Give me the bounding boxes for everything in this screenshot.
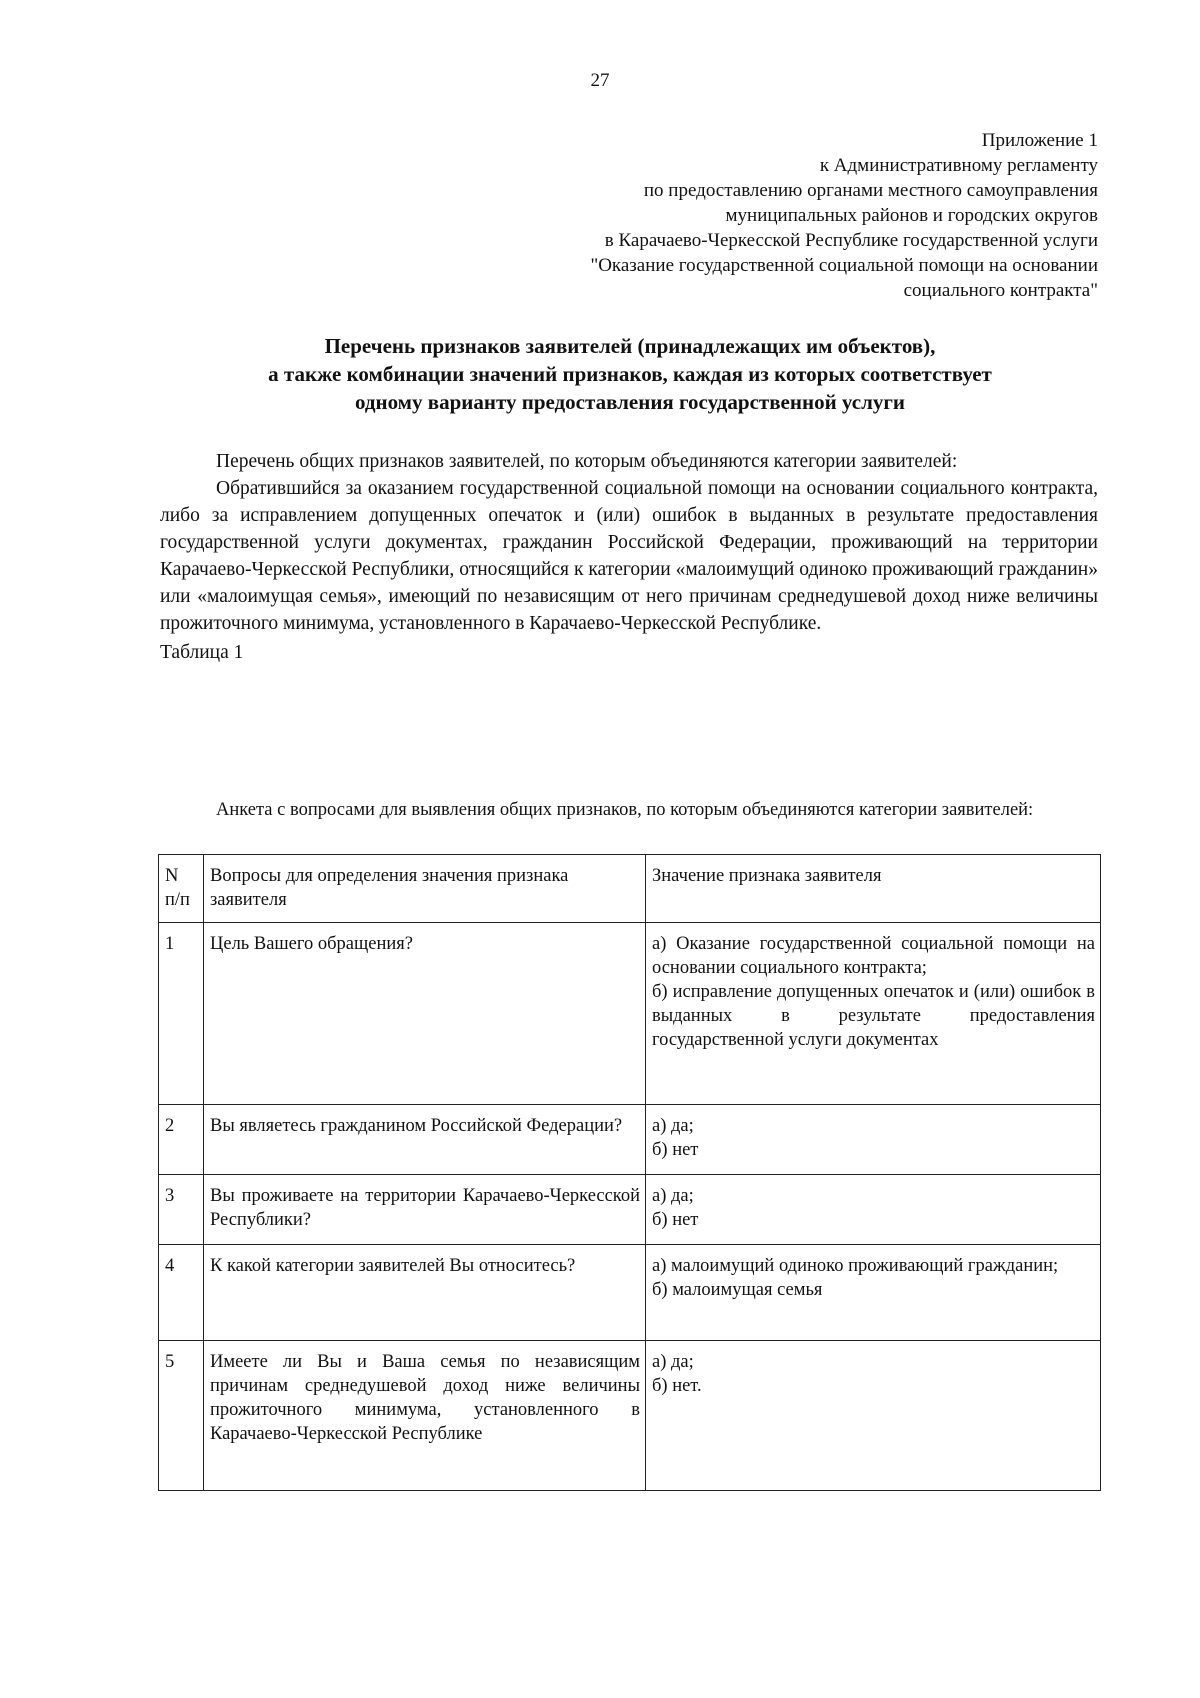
value-option: а) малоимущий одиноко проживающий гражданин;	[652, 1256, 1059, 1276]
row-question: Вы проживаете на территории Карачаево-Черкесской Республики?	[204, 1175, 646, 1245]
row-values	[646, 923, 1101, 1105]
annex-line: Приложение 1	[981, 130, 1098, 151]
table-row	[159, 1105, 1101, 1175]
value-option: а) Оказание государственной социальной помощи на основании социального контракта;	[652, 934, 1095, 978]
header-value: Значение признака заявителя	[646, 855, 1101, 923]
value-option: а) да;	[652, 1186, 694, 1206]
row-number: 3	[159, 1175, 204, 1245]
row-number: 4	[159, 1245, 204, 1341]
annex-line: "Оказание государственной социальной помощи на основании	[590, 255, 1098, 276]
title-line: одному варианту предоставления государственной услуги	[354, 390, 906, 414]
paragraph-general-features: Перечень общих признаков заявителей, по которым объединяются категории заявителей:	[216, 451, 958, 472]
value-option: б) нет	[652, 1140, 699, 1160]
value-option: б) исправление допущенных опечаток и (или) ошибок в выданных в результате предоставления государственной услуги документах	[652, 982, 1095, 1050]
row-number: 1	[159, 923, 204, 1105]
annex-line: муниципальных районов и городских округов	[725, 205, 1098, 226]
paragraph-applicant-description: Обратившийся за оказанием государственной социальной помощи на основании социального контракта, либо за исправлением допущенных опечаток и (или) ошибок в выданных в результате предоставления государственной услуги документах, гражданин Российской Федерации, проживающий на территории Карачаево-Черкесской Республики, относящийся к категории «малоимущий одиноко проживающий гражданин» или «малоимущая семья», имеющий по независящим от него причинам среднедушевой доход ниже величины прожиточного минимума, установленного в Карачаево-Черкесской Республике.	[160, 478, 1098, 634]
row-number: 2	[159, 1105, 204, 1175]
row-number: 5	[159, 1341, 204, 1491]
annex-line: к Административному регламенту	[819, 155, 1098, 176]
table-header-row	[159, 855, 1101, 923]
table-row	[159, 1245, 1101, 1341]
row-question: К какой категории заявителей Вы относитесь?	[204, 1245, 646, 1341]
header-question: Вопросы для определения значения признака заявителя	[204, 855, 646, 923]
value-option: а) да;	[652, 1352, 694, 1372]
row-question: Цель Вашего обращения?	[204, 923, 646, 1105]
row-values	[646, 1175, 1101, 1245]
row-question: Вы являетесь гражданином Российской Федерации?	[204, 1105, 646, 1175]
annex-line: в Карачаево-Черкесской Республике государственной услуги	[604, 230, 1098, 251]
questionnaire-table	[158, 854, 1101, 1491]
row-values	[646, 1341, 1101, 1491]
table-label: Таблица 1	[160, 642, 244, 663]
value-option: б) нет.	[652, 1376, 702, 1396]
document-title	[160, 332, 1100, 416]
value-option: а) да;	[652, 1116, 694, 1136]
page-number: 27	[590, 70, 610, 91]
annex-header	[420, 128, 1098, 303]
table-row	[159, 1341, 1101, 1491]
value-option: б) нет	[652, 1210, 699, 1230]
title-line: а также комбинации значений признаков, каждая из которых соответствует	[268, 362, 992, 386]
table-row	[159, 923, 1101, 1105]
row-question: Имеете ли Вы и Ваша семья по независящим причинам среднедушевой доход ниже величины прожиточного минимума, установленного в Карачаево-Черкесской Республике	[204, 1341, 646, 1491]
row-values	[646, 1105, 1101, 1175]
table-row	[159, 1175, 1101, 1245]
document-body	[160, 448, 1098, 666]
value-option: б) малоимущая семья	[652, 1280, 823, 1300]
table-intro: Анкета с вопросами для выявления общих признаков, по которым объединяются категории заявителей:	[216, 799, 1034, 820]
row-values	[646, 1245, 1101, 1341]
annex-line: по предоставлению органами местного самоуправления	[643, 180, 1098, 201]
title-line: Перечень признаков заявителей (принадлежащих им объектов),	[324, 334, 936, 358]
annex-line: социального контракта"	[903, 280, 1098, 301]
header-number: N п/п	[159, 855, 204, 923]
